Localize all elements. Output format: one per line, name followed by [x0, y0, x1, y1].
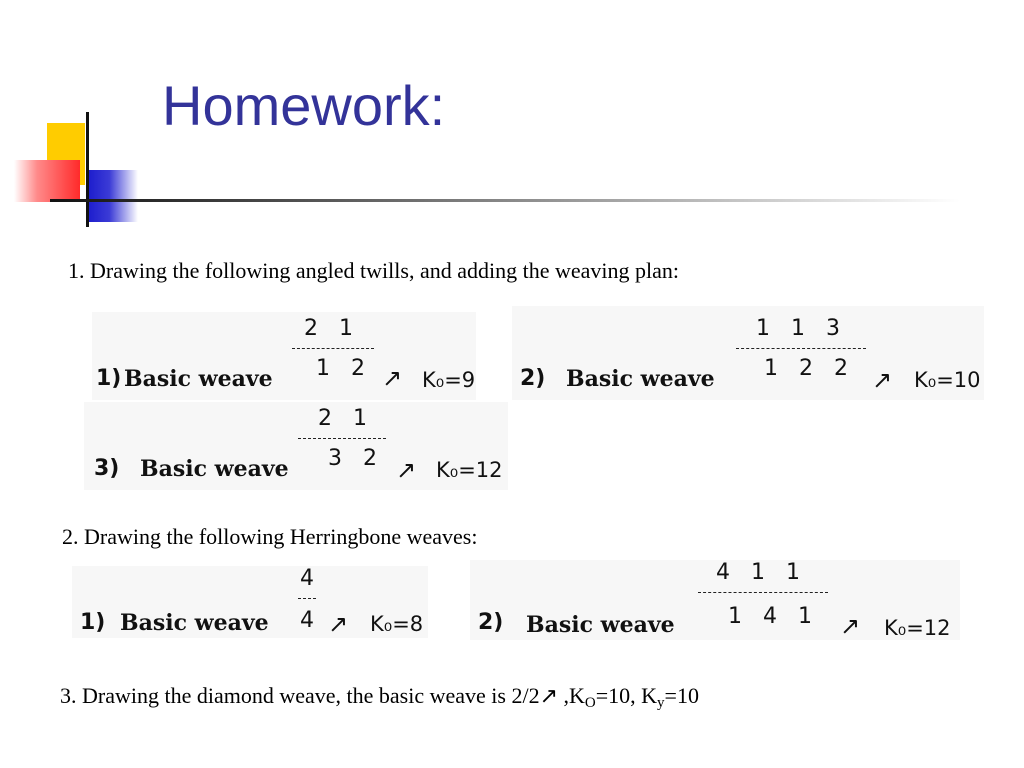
item-3-text: 3. Drawing the diamond weave, the basic weave is 2/2↗ ,K — [60, 683, 585, 708]
weave-number: 1) — [96, 366, 122, 391]
arrow-ne-icon: ↗ — [328, 610, 349, 638]
weave-number: 2) — [478, 610, 504, 635]
weave-k-value: K₀=12 — [884, 616, 951, 640]
fraction-line — [736, 348, 866, 349]
weave-image-2-2 — [470, 560, 960, 640]
homework-item-3 — [60, 685, 699, 711]
weave-denominator: 1 4 1 — [728, 604, 812, 629]
title-underline — [50, 199, 960, 202]
weave-numerator: 2 1 — [304, 316, 353, 341]
weave-label: Basic weave — [526, 612, 675, 638]
arrow-ne-icon: ↗ — [382, 364, 403, 392]
vertical-rule — [86, 112, 89, 227]
arrow-ne-icon: ↗ — [396, 456, 417, 484]
fraction-line — [292, 348, 374, 349]
weave-image-1-3 — [84, 402, 508, 490]
homework-item-2: 2. Drawing the following Herringbone weaves: — [62, 524, 478, 549]
weave-denominator: 1 2 2 — [764, 356, 848, 381]
weave-denominator: 1 2 — [316, 356, 365, 381]
weave-number: 1) — [80, 610, 106, 635]
slide-decoration — [0, 0, 160, 240]
weave-k-value: K₀=10 — [914, 368, 981, 392]
weave-label: Basic weave — [124, 366, 273, 392]
weave-label: Basic weave — [120, 610, 269, 636]
weave-numerator: 1 1 3 — [756, 316, 840, 341]
fraction-line — [698, 592, 828, 593]
arrow-ne-icon: ↗ — [840, 612, 861, 640]
arrow-ne-icon: ↗ — [872, 366, 893, 394]
ko-subscript: O — [584, 695, 596, 711]
weave-k-value: K₀=12 — [436, 458, 503, 482]
weave-numerator: 2 1 — [318, 406, 367, 431]
blue-square — [86, 170, 138, 222]
weave-k-value: K₀=9 — [422, 368, 476, 392]
weave-label: Basic weave — [140, 456, 289, 482]
weave-image-1-2 — [512, 306, 984, 400]
red-square — [14, 160, 80, 202]
weave-k-value: K₀=8 — [370, 612, 424, 636]
item-3-text-end: =10 — [664, 683, 699, 708]
weave-label: Basic weave — [566, 366, 715, 392]
item-3-text-mid: =10, K — [595, 683, 658, 708]
weave-image-2-1 — [72, 566, 428, 638]
ky-subscript: y — [657, 695, 665, 711]
weave-numerator: 4 1 1 — [716, 560, 800, 585]
weave-number: 2) — [520, 366, 546, 391]
weave-image-1-1 — [92, 312, 476, 400]
homework-item-1: 1. Drawing the following angled twills, and adding the weaving plan: — [68, 258, 679, 283]
weave-numerator: 4 — [300, 566, 314, 591]
fraction-line — [298, 438, 386, 439]
weave-denominator: 4 — [300, 608, 314, 633]
fraction-line — [298, 598, 316, 599]
weave-denominator: 3 2 — [328, 446, 377, 471]
slide-title: Homework: — [162, 74, 446, 137]
weave-number: 3) — [94, 456, 120, 481]
